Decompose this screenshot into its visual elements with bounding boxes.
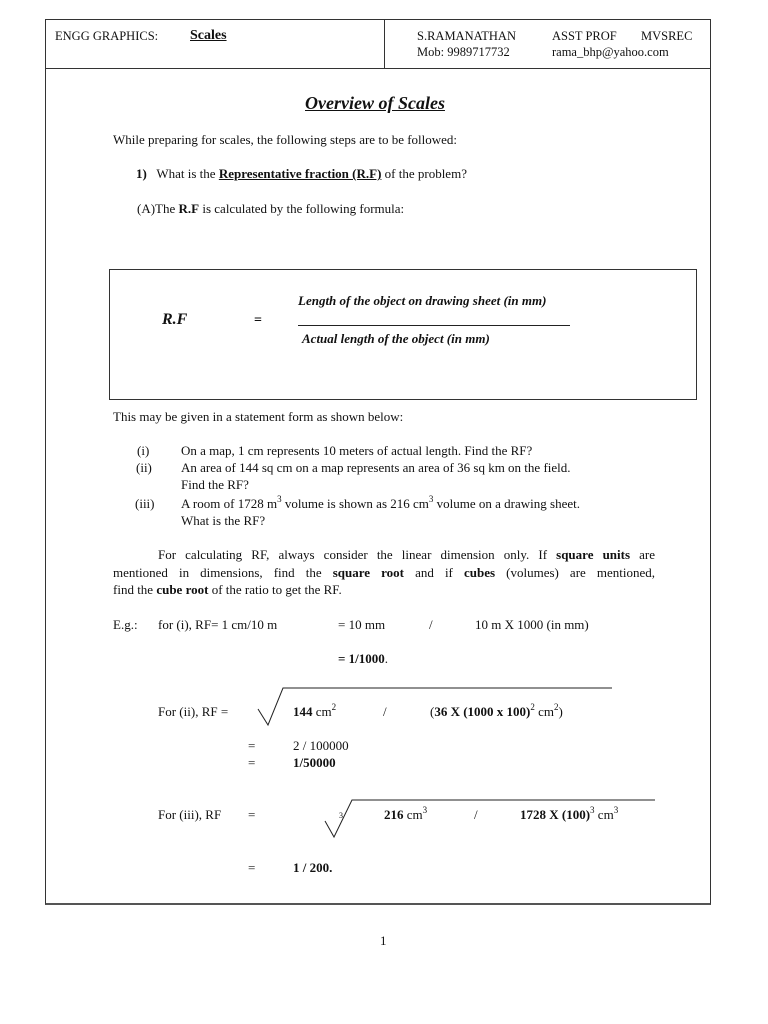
header-divider bbox=[45, 68, 711, 69]
step-a-pre: The bbox=[155, 201, 176, 216]
page-title: Overview of Scales bbox=[305, 93, 445, 113]
ex3-nu: cm bbox=[403, 807, 423, 822]
header-subject: ENGG GRAPHICS: bbox=[55, 29, 159, 43]
ex3-numerator bbox=[384, 807, 427, 823]
para-line-3 bbox=[113, 582, 342, 598]
eg-slash: / bbox=[429, 617, 433, 632]
ex3-duexp: 3 bbox=[613, 805, 619, 815]
ex3-eq: = bbox=[248, 807, 256, 822]
header-email: rama_bhp@yahoo.com bbox=[552, 45, 669, 59]
ex2-dclose: ) bbox=[558, 704, 563, 719]
para-l3a: find the bbox=[113, 582, 154, 597]
ex2-result-1: 2 / 100000 bbox=[293, 738, 349, 753]
example-iii-exp1: 3 bbox=[277, 494, 282, 504]
example-ii-num: (ii) bbox=[136, 460, 152, 475]
ex2-du: cm bbox=[534, 704, 555, 719]
eg-result-dot: . bbox=[384, 651, 389, 666]
step-a bbox=[137, 201, 404, 217]
eg-result bbox=[338, 651, 388, 667]
header-mobile: Mob: 9989717732 bbox=[417, 45, 510, 59]
header-author: S.RAMANATHAN bbox=[417, 29, 516, 43]
eg-col-3: 10 m X 1000 (in mm) bbox=[475, 617, 589, 632]
ex2-denominator bbox=[430, 704, 563, 720]
ex3-nexp: 3 bbox=[422, 805, 428, 815]
para-l2b: square root bbox=[332, 565, 404, 580]
step-a-post: is calculated by the following formula: bbox=[202, 201, 405, 216]
example-iii-text-2: What is the RF? bbox=[181, 513, 266, 528]
intro-text: While preparing for scales, the following steps are to be followed: bbox=[113, 132, 458, 147]
para-l1a: For calculating RF, always consider the linear dimension only. If bbox=[158, 547, 548, 562]
ex3-denominator bbox=[520, 807, 618, 823]
step-1-post: of the problem? bbox=[384, 166, 467, 181]
ex3-d: 1728 X (100) bbox=[520, 807, 591, 822]
ex2-slash: / bbox=[383, 704, 387, 719]
example-iii-a: A room of 1728 m bbox=[181, 496, 278, 511]
ex2-n: 144 bbox=[293, 704, 313, 719]
ex2-numerator bbox=[293, 704, 336, 720]
para-l2d: cubes bbox=[463, 565, 496, 580]
ex2-d: 36 X (1000 x 100) bbox=[434, 704, 531, 719]
formula-numerator: Length of the object on drawing sheet (in mm) bbox=[298, 293, 547, 308]
ex2-duexp: 2 bbox=[554, 702, 559, 712]
ex3-dexp: 3 bbox=[590, 805, 595, 815]
example-i-num: (i) bbox=[137, 443, 150, 458]
example-i-text: On a map, 1 cm represents 10 meters of actual length. Find the RF? bbox=[181, 443, 533, 458]
ex2-eq2: = bbox=[248, 755, 256, 770]
header-topic: Scales bbox=[190, 28, 227, 43]
ex2-lead: For (ii), RF = bbox=[158, 704, 229, 719]
eg-col-1: for (i), RF= 1 cm/10 m bbox=[158, 617, 278, 632]
formula-equals: = bbox=[254, 313, 262, 328]
page-number: 1 bbox=[380, 933, 387, 948]
para-l2a: mentioned in dimensions, find the bbox=[113, 565, 322, 580]
eg-col-2: = 10 mm bbox=[338, 617, 386, 632]
para-l3b: cube root bbox=[156, 582, 209, 597]
step-1 bbox=[136, 166, 467, 182]
example-iii-num: (iii) bbox=[135, 496, 155, 511]
example-iii-exp2: 3 bbox=[428, 494, 434, 504]
eg-result-value: = 1/1000 bbox=[338, 651, 385, 666]
ex3-du: cm bbox=[594, 807, 614, 822]
header-college: MVSREC bbox=[641, 29, 693, 43]
step-1-pre: What is the bbox=[156, 166, 216, 181]
ex2-dopen: ( bbox=[430, 704, 435, 719]
ex3-eq2: = bbox=[248, 860, 256, 875]
ex2-nu: cm bbox=[312, 704, 332, 719]
step-1-number: 1) bbox=[136, 166, 147, 181]
header-designation: ASST PROF bbox=[552, 29, 617, 43]
example-iii-c: volume on a drawing sheet. bbox=[433, 496, 580, 511]
ex2-nexp: 2 bbox=[331, 702, 337, 712]
ex3-root-index: 3 bbox=[339, 811, 343, 820]
ex2-result-2: 1/50000 bbox=[293, 755, 336, 770]
formula-denominator: Actual length of the object (in mm) bbox=[302, 331, 490, 346]
statement-intro: This may be given in a statement form as shown below: bbox=[113, 409, 404, 424]
ex2-eq1: = bbox=[248, 738, 256, 753]
para-l3c: of the ratio to get the RF. bbox=[211, 582, 342, 597]
ex3-result: 1 / 200. bbox=[293, 860, 333, 875]
para-line-2 bbox=[113, 565, 655, 581]
para-l2c: and if bbox=[415, 565, 453, 580]
example-ii-text-1: An area of 144 sq cm on a map represents an area of 36 sq km on the field. bbox=[181, 460, 571, 475]
para-l1c: are bbox=[639, 547, 656, 562]
header-column-separator bbox=[384, 19, 385, 69]
ex3-lead: For (iii), RF bbox=[158, 807, 222, 822]
ex3-n: 216 bbox=[384, 807, 404, 822]
para-l1b: square units bbox=[556, 547, 631, 562]
ex3-slash: / bbox=[474, 807, 478, 822]
step-a-term: R.F bbox=[178, 201, 200, 216]
example-ii-text-2: Find the RF? bbox=[181, 477, 249, 492]
formula-lhs: R.F bbox=[162, 311, 188, 328]
ex2-dexp: 2 bbox=[530, 702, 535, 712]
para-l2e: (volumes) are mentioned, bbox=[506, 565, 656, 580]
example-iii-b: volume is shown as 216 cm bbox=[281, 496, 429, 511]
formula-fraction-bar bbox=[298, 325, 570, 326]
step-1-term: Representative fraction (R.F) bbox=[218, 166, 382, 181]
example-iii-text-1 bbox=[181, 496, 580, 512]
step-a-label: (A) bbox=[137, 201, 156, 216]
para-line-1 bbox=[113, 547, 655, 563]
eg-label: E.g.: bbox=[113, 617, 138, 632]
